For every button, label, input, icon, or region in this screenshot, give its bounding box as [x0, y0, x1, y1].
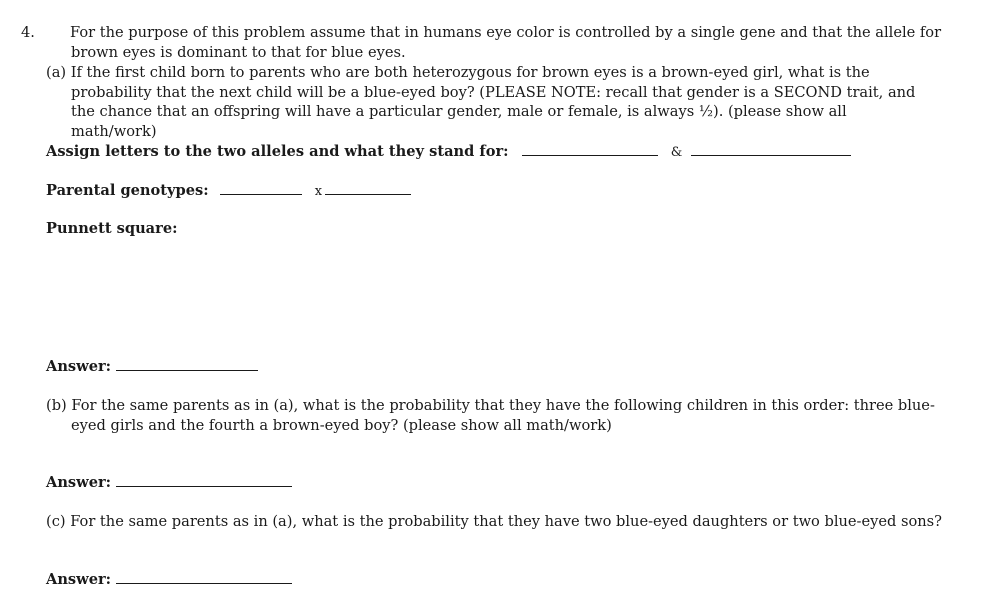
part-b-text: (b) For the same parents as in (a), what is the probability that they have the following children in this order: three blue-eyed girls and the fourth a brown-eyed boy? (please show all math/work) [46, 397, 935, 434]
answer-a-label: Answer: [46, 358, 112, 375]
parent-2-genotype-blank[interactable] [325, 180, 411, 195]
allele-separator: & [670, 145, 683, 160]
parental-genotypes-row [46, 180, 411, 202]
part-c-text: (c) For the same parents as in (a), what is the probability that they have two blue-eyed daughters or two blue-eyed sons? [46, 513, 942, 530]
answer-b-blank[interactable] [116, 472, 292, 487]
part-a [46, 63, 926, 141]
assign-alleles-label: Assign letters to the two alleles and what they stand for: [46, 143, 509, 160]
punnett-square-label: Punnett square: [46, 220, 178, 237]
parental-genotypes-label: Parental genotypes: [46, 182, 209, 199]
answer-a-row [46, 356, 258, 377]
part-c [46, 512, 956, 532]
allele-2-blank[interactable] [691, 141, 851, 156]
answer-b-row [46, 472, 292, 493]
parent-1-genotype-blank[interactable] [220, 180, 302, 195]
question-4-intro [21, 23, 956, 62]
allele-1-blank[interactable] [522, 141, 658, 156]
part-a-text: (a) If the first child born to parents who are both heterozygous for brown eyes is a brown-eyed girl, what is the probability that the next child will be a blue-eyed boy? (PLEASE NOTE: recall that gender is a SECOND trait, and the chance that an offspring will have a particular gender, male or female, is always ½). (please show all math/work) [46, 64, 916, 140]
answer-c-row [46, 569, 292, 590]
question-number: 4. [21, 24, 35, 41]
cross-symbol: x [314, 184, 323, 199]
answer-c-label: Answer: [46, 571, 112, 588]
answer-b-label: Answer: [46, 474, 112, 491]
answer-c-blank[interactable] [116, 569, 292, 584]
part-b [46, 396, 946, 435]
answer-a-blank[interactable] [116, 356, 258, 371]
question-intro-text: For the purpose of this problem assume that in humans eye color is controlled by a single gene and that the allele for brown eyes is dominant to that for blue eyes. [70, 24, 942, 61]
assign-alleles-row [46, 141, 851, 163]
